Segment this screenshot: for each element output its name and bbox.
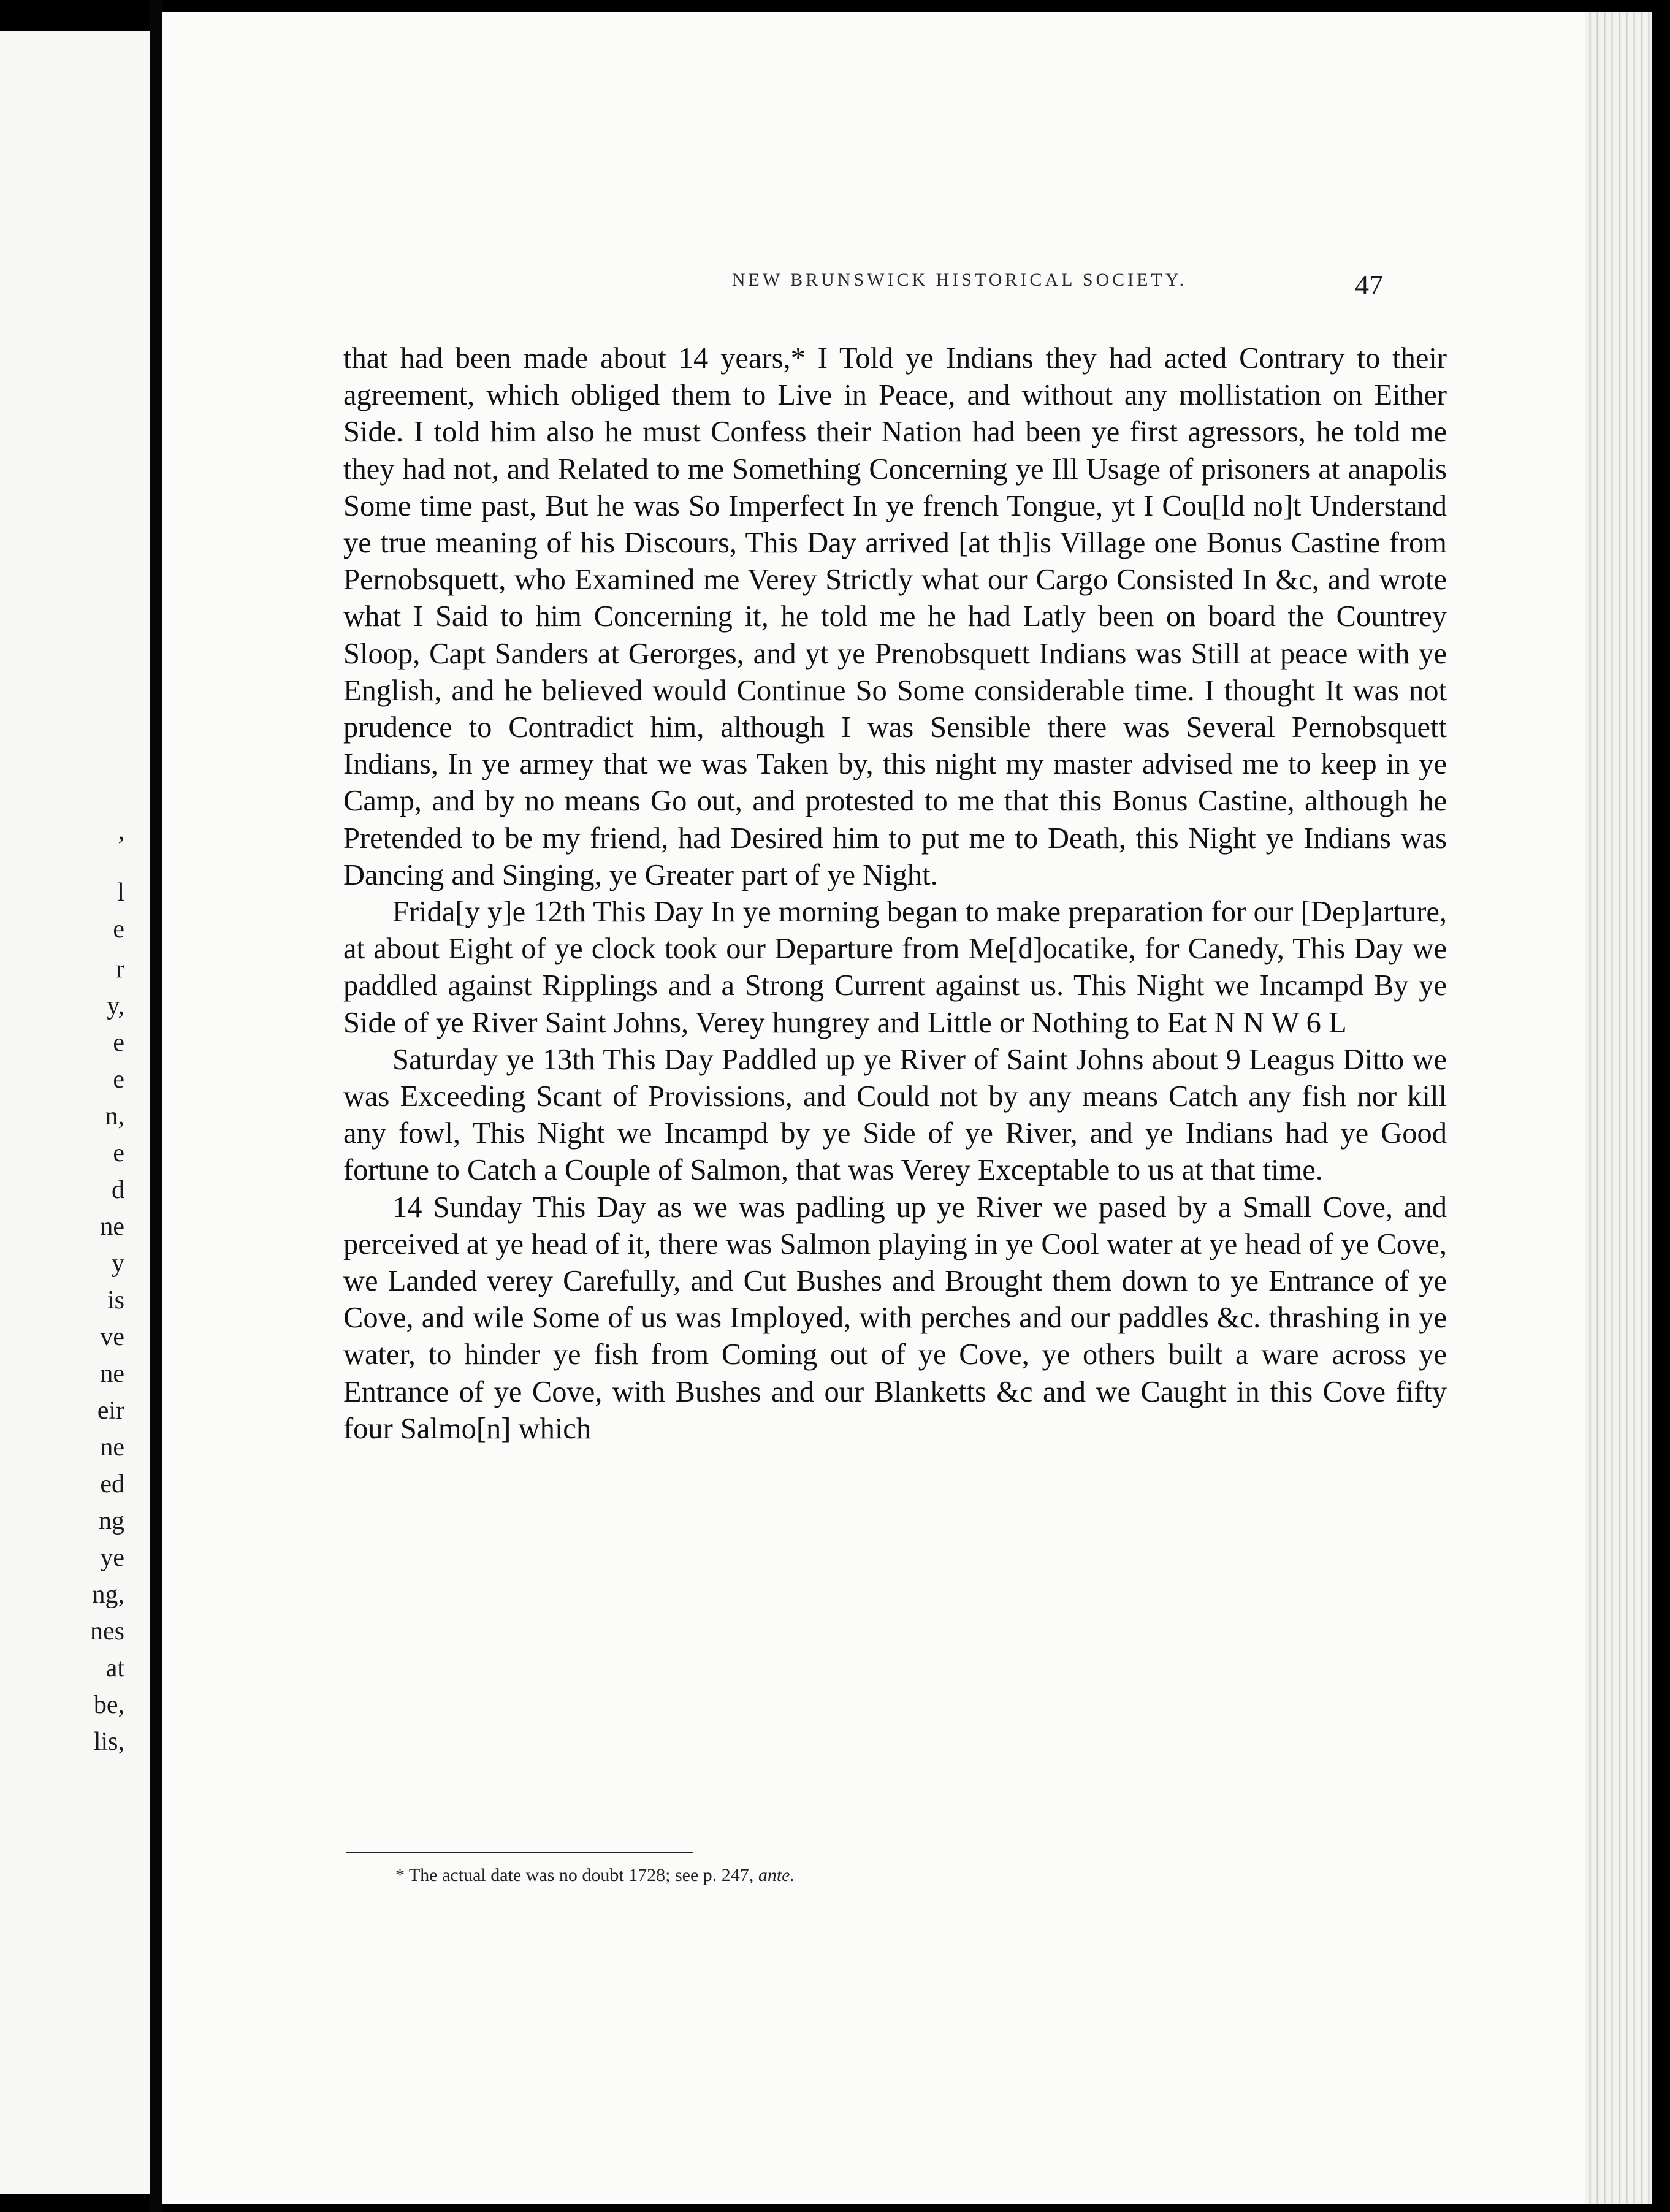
running-head: NEW BRUNSWICK HISTORICAL SOCIETY.: [731, 270, 1188, 290]
left-page-fragment: l: [117, 879, 124, 907]
footnote-ante: ante.: [758, 1865, 795, 1885]
left-page-margin-text: [0, 31, 150, 2194]
page-number: 47: [1355, 269, 1383, 300]
left-page-fragment: e: [113, 1029, 124, 1057]
left-facing-page: [0, 31, 150, 2194]
left-page-fragment: ne: [100, 1360, 124, 1388]
left-page-fragment: ng,: [92, 1581, 124, 1609]
footnote-text: * The actual date was no doubt 1728; see p. 247,: [395, 1865, 754, 1885]
left-page-fragment: ed: [100, 1470, 124, 1498]
left-page-fragment: e: [113, 1139, 124, 1167]
left-page-fragment: lis,: [93, 1728, 124, 1756]
left-page-fragment: e: [113, 1066, 124, 1094]
left-page-fragment: ng: [99, 1507, 124, 1535]
left-page-fragment: ne: [100, 1433, 124, 1462]
left-page-fragment: ye: [100, 1544, 124, 1572]
left-page-fragment: y,: [107, 992, 124, 1020]
paragraph: Saturday ye 13th This Day Paddled up ye River of Saint Johns about 9 Leagus Ditto we was Exceeding Scant of Provissions, and Could not by any means Catch any fish nor kill any fowl, This Night we Incampd by ye Side of ye River, and ye Indians had ye Good fortune to Catch a Couple of Salmon, that was Verey Exceptable to us at that time.: [343, 1043, 1447, 1187]
scan-border: [1652, 0, 1670, 2212]
book-gutter: [150, 0, 162, 2212]
left-page-fragment: r: [116, 955, 124, 983]
paragraph: Frida[y y]e 12th This Day In ye morning began to make preparation for our [Dep]arture, at about Eight of ye clock took our Departure from Me[d]ocatike, for Canedy, This Day we paddled against Ripplings and a Strong Current against us. This Night we Incampd By ye Side of ye River Saint Johns, Verey hungrey and Little or Nothing to Eat N N W 6 L: [343, 896, 1447, 1039]
left-page-fragment: ve: [100, 1323, 124, 1351]
body-text: [343, 340, 1447, 1447]
left-page-fragment: at: [105, 1654, 124, 1682]
paragraph: 14 Sunday This Day as we was padling up ye River we pased by a Small Cove, and perceived at ye head of it, there was Salmon playing in ye Cool water at ye head of ye Cove, we Landed verey Carefully, and Cut Bushes and Brought them down to ye Entrance of ye Cove, and wile Some of us was Imployed, with perches and our paddles &c. thrashing in ye water, to hinder ye fish from Coming out of ye Cove, ye others built a ware across ye Entrance of ye Cove, with Bushes and our Blanketts &c and we Caught in this Cove fifty four Salmo[n] which: [343, 1191, 1447, 1445]
book-page-edges: [1585, 12, 1652, 2204]
left-page-fragment: ne: [100, 1213, 124, 1241]
left-page-fragment: d: [112, 1176, 124, 1204]
left-page-fragment: n,: [105, 1102, 124, 1131]
left-page-fragment: y: [112, 1249, 124, 1278]
left-page-fragment: ,: [118, 817, 124, 845]
left-page-fragment: be,: [93, 1691, 124, 1719]
left-page-fragment: e: [113, 915, 124, 944]
right-page: [162, 12, 1585, 2204]
footnote-rule: [346, 1852, 693, 1853]
left-page-fragment: is: [107, 1286, 124, 1314]
left-page-fragment: eir: [97, 1397, 124, 1425]
left-page-fragment: nes: [90, 1617, 124, 1646]
footnote: [395, 1865, 795, 1886]
paragraph: that had been made about 14 years,* I Told ye Indians they had acted Contrary to their agreement, which obliged them to Live in Peace, and without any mollistation on Either Side. I told him also he must Confess their Nation had been ye first agressors, he told me they had not, and Related to me Something Concerning ye Ill Usage of prisoners at anapolis Some time past, But he was So Imperfect In ye french Tongue, yt I Cou[ld no]t Understand ye true meaning of his Discours, This Day arrived [at th]is Village one Bonus Castine from Pernobsquett, who Examined me Verey Strictly what our Cargo Consisted In &c, and wrote what I Said to him Concerning it, he told me he had Latly been on board the Countrey Sloop, Capt Sanders at Gerorges, and yt ye Prenobsquett Indians was Still at peace with ye English, and he believed would Continue So Some considerable time. I thought It was not prudence to Contradict him, although I was Sensible there was Several Pernobsquett Indians, In ye armey that we was Taken by, this night my master advised me to keep in ye Camp, and by no means Go out, and protested to me that this Bonus Castine, although he Pretended to be my friend, had Desired him to put me to Death, this Night ye Indians was Dancing and Singing, ye Greater part of ye Night.: [343, 342, 1447, 891]
